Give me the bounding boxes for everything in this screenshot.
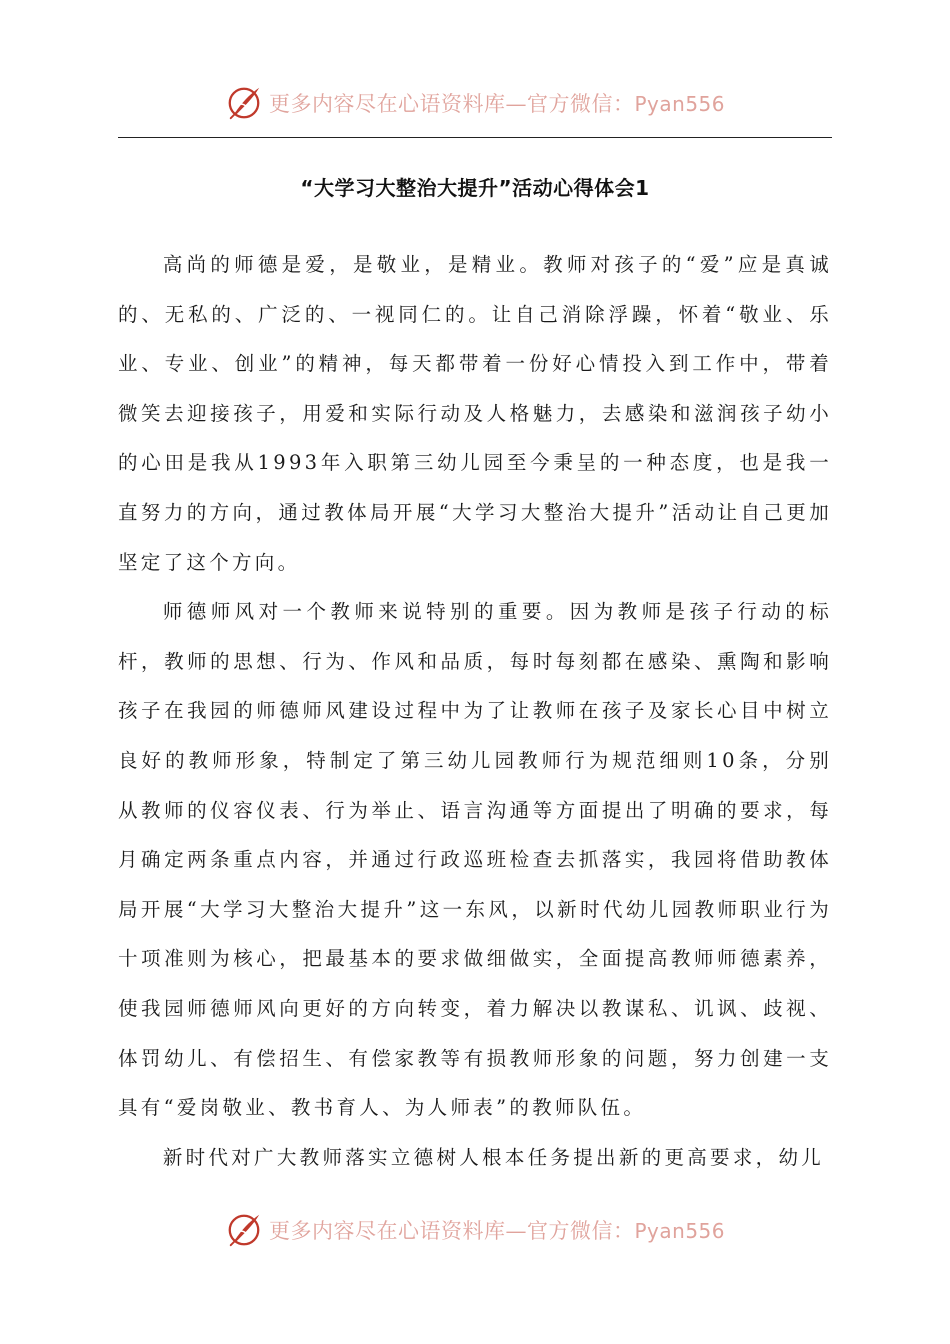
header-watermark — [0, 78, 950, 128]
paragraph-1: 高尚的师德是爱，是敬业，是精业。教师对孩子的“爱”应是真诚的、无私的、广泛的、一视同仁的。让自己消除浮躁，怀着“敬业、乐业、专业、创业”的精神，每天都带着一份好心情投入到工作中，带着微笑去迎接孩子，用爱和实际行动及人格魅力，去感染和滋润孩子幼小的心田是我从1993年入职第三幼儿园至今秉呈的一种态度，也是我一直努力的方向，通过教体局开展“大学习大整治大提升”活动让自己更加坚定了这个方向。 — [118, 253, 832, 574]
document-body — [118, 240, 832, 1182]
watermark-text: 更多内容尽在心语资料库—官方微信：Pyan556 — [268, 1219, 725, 1243]
paragraph-2: 师德师风对一个教师来说特别的重要。因为教师是孩子行动的标杆，教师的思想、行为、作风和品质，每时每刻都在感染、熏陶和影响孩子在我园的师德师风建设过程中为了让教师在孩子及家长心目中树立良好的教师形象，特制定了第三幼儿园教师行为规范细则10条，分别从教师的仪容仪表、行为举止、语言沟通等方面提出了明确的要求，每月确定两条重点内容，并通过行政巡班检查去抓落实，我园将借助教体局开展“大学习大整治大提升”这一东风，以新时代幼儿园教师职业行为十项准则为核心，把最基本的要求做细做实，全面提高教师师德素养，使我园师德师风向更好的方向转变，着力解决以教谋私、讥讽、歧视、体罚幼儿、有偿招生、有偿家教等有损教师形象的问题，努力创建一支具有“爱岗敬业、教书育人、为人师表”的教师队伍。 — [118, 600, 832, 1120]
quill-logo-icon — [225, 1211, 263, 1249]
watermark-text: 更多内容尽在心语资料库—官方微信：Pyan556 — [268, 92, 725, 116]
paragraph-3: 新时代对广大教师落实立德树人根本任务提出新的更高要求，幼儿 — [162, 1145, 825, 1169]
quill-logo-icon — [225, 84, 263, 122]
document-title: “大学习大整治大提升”活动心得体会1 — [300, 176, 650, 200]
header-divider — [118, 137, 832, 138]
footer-watermark — [0, 1205, 950, 1255]
